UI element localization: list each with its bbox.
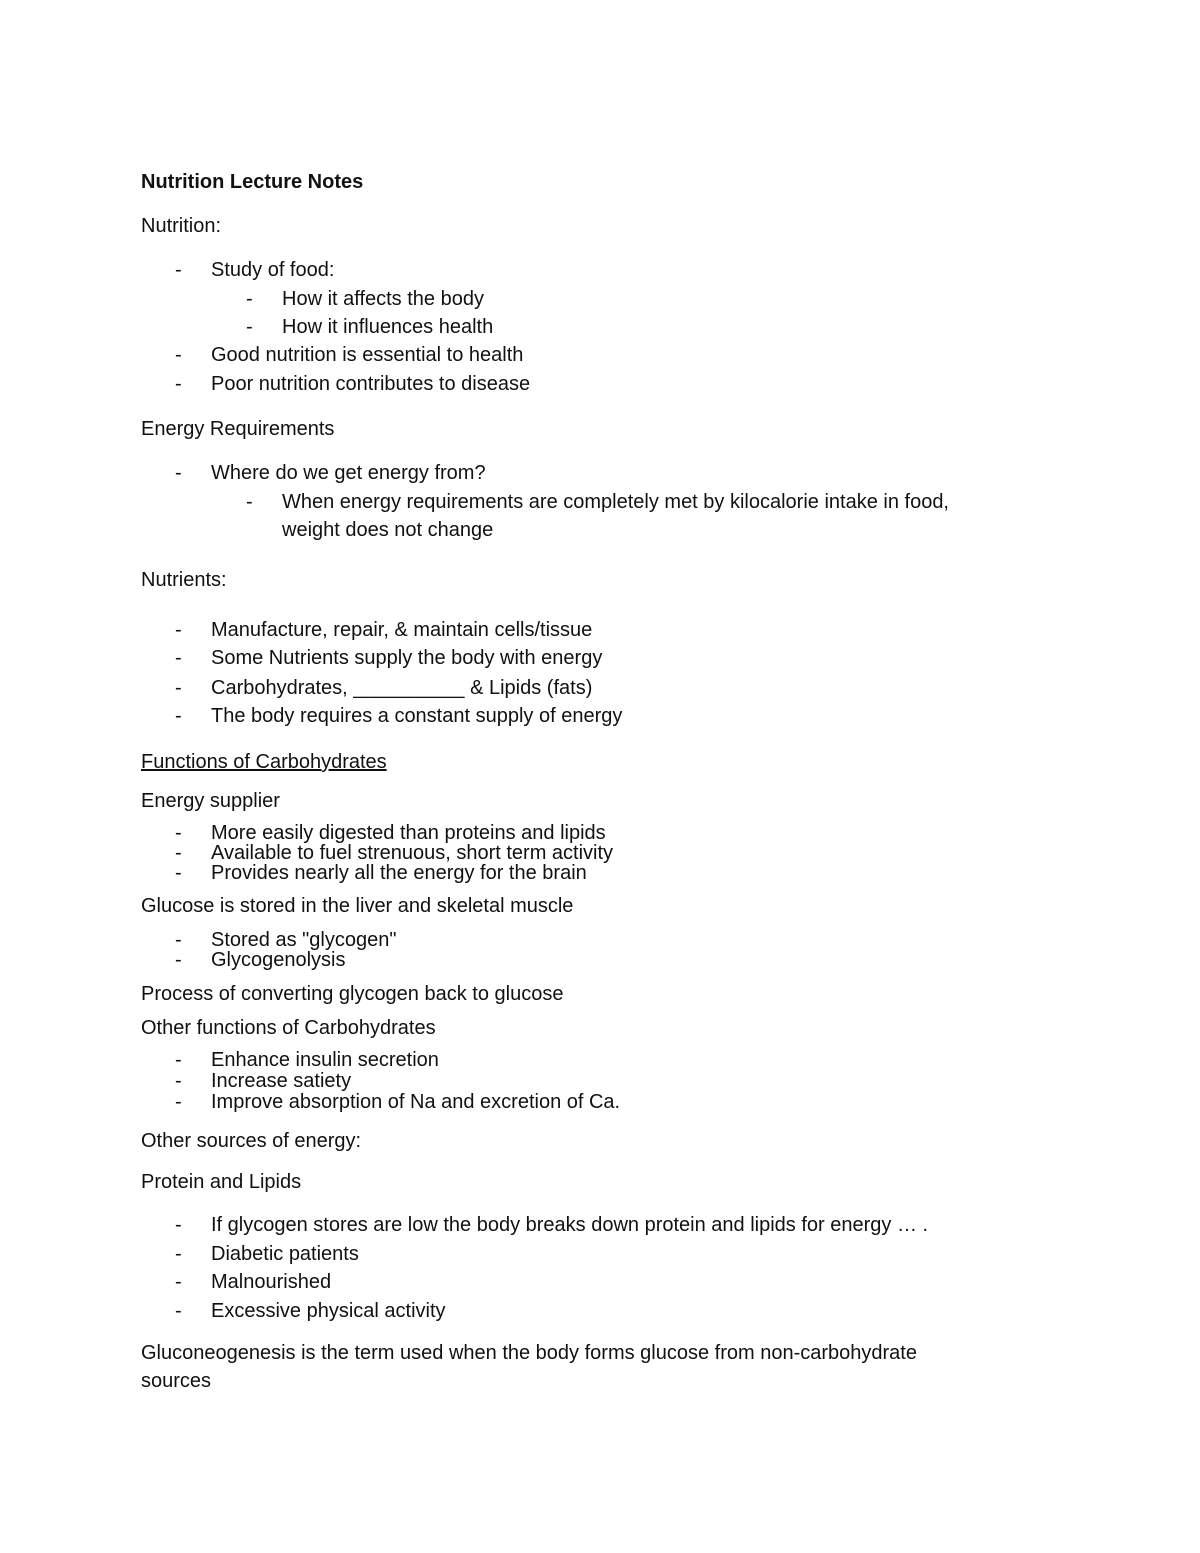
carbs-heading: Functions of Carbohydrates	[141, 751, 387, 773]
bullet-dash: -	[175, 822, 182, 844]
process-label: Process of converting glycogen back to glucose	[141, 983, 564, 1005]
list-item: How it affects the body	[282, 288, 484, 310]
list-item: Manufacture, repair, & maintain cells/tissue	[211, 619, 593, 641]
bullet-dash: -	[175, 462, 182, 484]
bullet-dash: -	[175, 344, 182, 366]
bullet-dash: -	[175, 373, 182, 395]
glucose-stored-label: Glucose is stored in the liver and skeletal muscle	[141, 895, 574, 917]
protein-lipids-label: Protein and Lipids	[141, 1171, 302, 1193]
bullet-dash: -	[246, 288, 253, 310]
list-item: The body requires a constant supply of energy	[211, 705, 623, 727]
list-item: If glycogen stores are low the body breaks down protein and lipids for energy … .	[211, 1214, 929, 1236]
bullet-dash: -	[175, 1271, 182, 1293]
bullet-dash: -	[175, 705, 182, 727]
bullet-dash: -	[175, 619, 182, 641]
bullet-dash: -	[175, 1214, 182, 1236]
list-item: How it influences health	[282, 316, 494, 338]
list-item: Provides nearly all the energy for the brain	[211, 862, 587, 884]
list-item: When energy requirements are completely met by kilocalorie intake in food,	[282, 491, 949, 513]
list-item: Where do we get energy from?	[211, 462, 486, 484]
energy-heading: Energy Requirements	[141, 418, 335, 440]
bullet-dash: -	[175, 647, 182, 669]
gluconeogenesis-text: Gluconeogenesis is the term used when the body forms glucose from non-carbohydrate	[141, 1342, 917, 1364]
bullet-dash: -	[175, 862, 182, 884]
gluconeogenesis-text-continuation: sources	[141, 1370, 212, 1392]
bullet-dash: -	[175, 1300, 182, 1322]
list-item-continuation: weight does not change	[282, 519, 494, 541]
list-item: Study of food:	[211, 259, 335, 281]
bullet-dash: -	[175, 1243, 182, 1265]
other-functions-label: Other functions of Carbohydrates	[141, 1017, 436, 1039]
list-item: Malnourished	[211, 1271, 332, 1293]
energy-supplier-label: Energy supplier	[141, 790, 280, 812]
list-item: Some Nutrients supply the body with energy	[211, 647, 603, 669]
nutrients-heading: Nutrients:	[141, 569, 227, 591]
bullet-dash: -	[175, 929, 182, 951]
nutrition-heading: Nutrition:	[141, 215, 222, 237]
list-item: Good nutrition is essential to health	[211, 344, 524, 366]
page-title: Nutrition Lecture Notes	[141, 171, 364, 193]
bullet-dash: -	[175, 677, 182, 699]
other-sources-heading: Other sources of energy:	[141, 1130, 362, 1152]
list-item: Enhance insulin secretion	[211, 1049, 439, 1071]
list-item: Poor nutrition contributes to disease	[211, 373, 531, 395]
list-item: Glycogenolysis	[211, 949, 346, 971]
list-item: Improve absorption of Na and excretion of Ca.	[211, 1091, 621, 1113]
list-item: Available to fuel strenuous, short term activity	[211, 842, 614, 864]
list-item: Carbohydrates, __________ & Lipids (fats)	[211, 677, 593, 699]
list-item: Excessive physical activity	[211, 1300, 446, 1322]
bullet-dash: -	[246, 491, 253, 513]
list-item: Diabetic patients	[211, 1243, 359, 1265]
bullet-dash: -	[175, 949, 182, 971]
bullet-dash: -	[175, 842, 182, 864]
bullet-dash: -	[175, 1049, 182, 1071]
bullet-dash: -	[246, 316, 253, 338]
bullet-dash: -	[175, 1091, 182, 1113]
list-item: Stored as "glycogen"	[211, 929, 397, 951]
list-item: More easily digested than proteins and lipids	[211, 822, 606, 844]
list-item: Increase satiety	[211, 1070, 352, 1092]
bullet-dash: -	[175, 259, 182, 281]
bullet-dash: -	[175, 1070, 182, 1092]
